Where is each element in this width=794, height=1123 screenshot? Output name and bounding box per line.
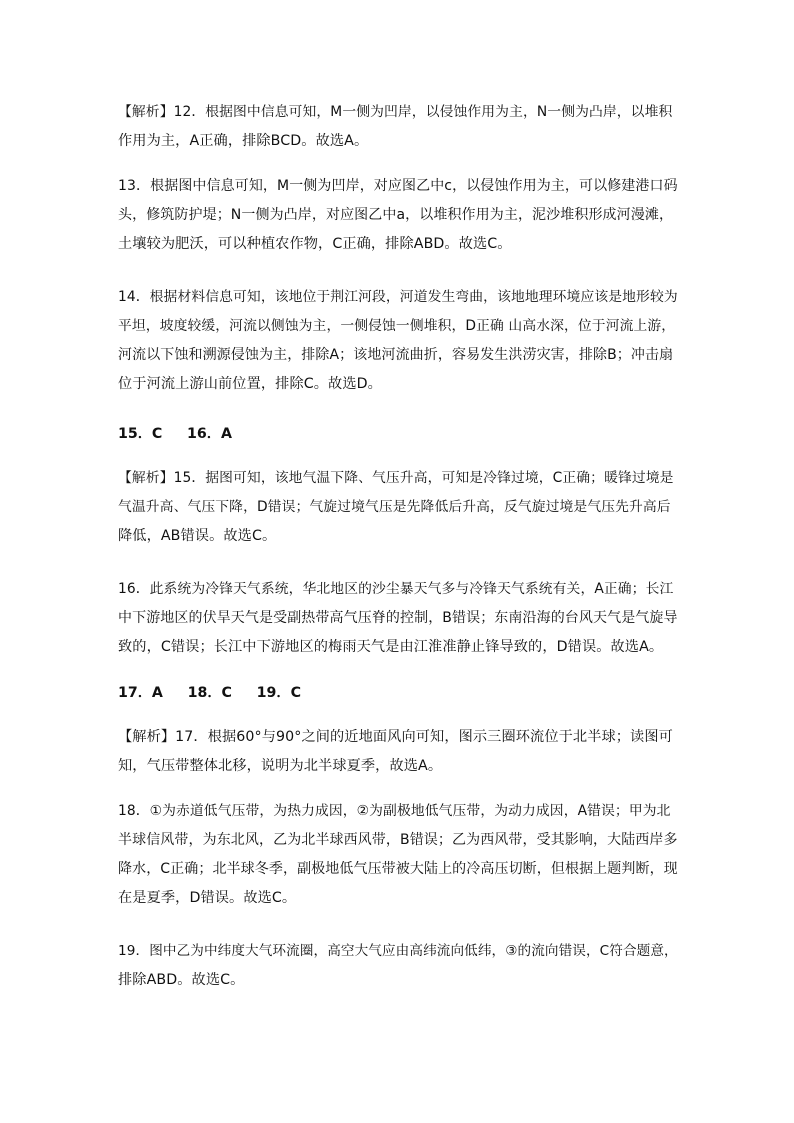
answers-15-16: 15．C 16．A: [118, 426, 232, 442]
text-line: 14．根据材料信息可知，该地位于荆江河段，河道发生弯曲，该地地理环境应该是地形较为: [118, 289, 678, 305]
text-line: 知，气压带整体北移，说明为北半球夏季，故选A。: [118, 758, 443, 774]
analysis-q14: [118, 283, 678, 399]
text-line: 平坦，坡度较缓，河流以侧蚀为主，一侧侵蚀一侧堆积，D正确 山高水深，位于河流上游，: [118, 318, 676, 334]
answers-17-19: 17．A 18．C 19．C: [118, 685, 301, 701]
text-line: 致的，C错误；长江中下游地区的梅雨天气是由江淮准静止锋导致的，D错误。故选A。: [118, 639, 664, 655]
text-line: 降低，AB错误。故选C。: [118, 528, 277, 544]
text-line: 气温升高、气压下降，D错误；气旋过境气压是先降低后升高，反气旋过境是气压先升高后: [118, 499, 671, 515]
text-line: 在是夏季，D错误。故选C。: [118, 890, 297, 906]
text-line: 降水，C正确；北半球冬季，副极地低气压带被大陆上的冷高压切断，但根据上题判断，现: [118, 861, 678, 877]
analysis-q18: [118, 797, 678, 913]
text-line: 位于河流上游山前位置，排除C。故选D。: [118, 376, 382, 392]
analysis-q13: [118, 172, 678, 259]
text-line: 【解析】12．根据图中信息可知，M一侧为凹岸，以侵蚀作用为主，N一侧为凸岸，以堆积: [118, 104, 673, 120]
text-line: 13．根据图中信息可知，M一侧为凹岸，对应图乙中c，以侵蚀作用为主，可以修建港口码: [118, 178, 678, 194]
text-line: 18．①为赤道低气压带，为热力成因，②为副极地低气压带，为动力成因，A错误；甲为北: [118, 803, 671, 819]
text-line: 【解析】17．根据60°与90°之间的近地面风向可知，图示三圈环流位于北半球；读图可: [118, 729, 673, 745]
analysis-q12: [118, 98, 678, 156]
text-line: 半球信风带，为东北风，乙为北半球西风带，B错误；乙为西风带，受其影响，大陆西岸多: [118, 832, 678, 848]
analysis-q15: [118, 464, 678, 551]
text-line: 土壤较为肥沃，可以种植农作物，C正确，排除ABD。故选C。: [118, 236, 512, 252]
text-line: 河流以下蚀和溯源侵蚀为主，排除A；该地河流曲折，容易发生洪涝灾害，排除B；冲击扇: [118, 347, 674, 363]
text-line: 头，修筑防护堤；N一侧为凸岸，对应图乙中a，以堆积作用为主，泥沙堆积形成河漫滩，: [118, 207, 674, 223]
analysis-q16: [118, 575, 678, 662]
analysis-q17: [118, 723, 678, 781]
text-line: 排除ABD。故选C。: [118, 972, 245, 988]
text-line: 19．图中乙为中纬度大气环流圈，高空大气应由高纬流向低纬，③的流向错误，C符合题意，: [118, 943, 678, 959]
text-line: 【解析】15．据图可知，该地气温下降、气压升高，可知是冷锋过境，C正确；暖锋过境是: [118, 470, 674, 486]
text-line: 作用为主，A正确，排除BCD。故选A。: [118, 133, 369, 149]
analysis-q19: [118, 937, 678, 995]
text-line: 16．此系统为冷锋天气系统，华北地区的沙尘暴天气多与冷锋天气系统有关，A正确；长江: [118, 581, 674, 597]
text-line: 中下游地区的伏旱天气是受副热带高气压脊的控制，B错误；东南沿海的台风天气是气旋导: [118, 610, 678, 626]
